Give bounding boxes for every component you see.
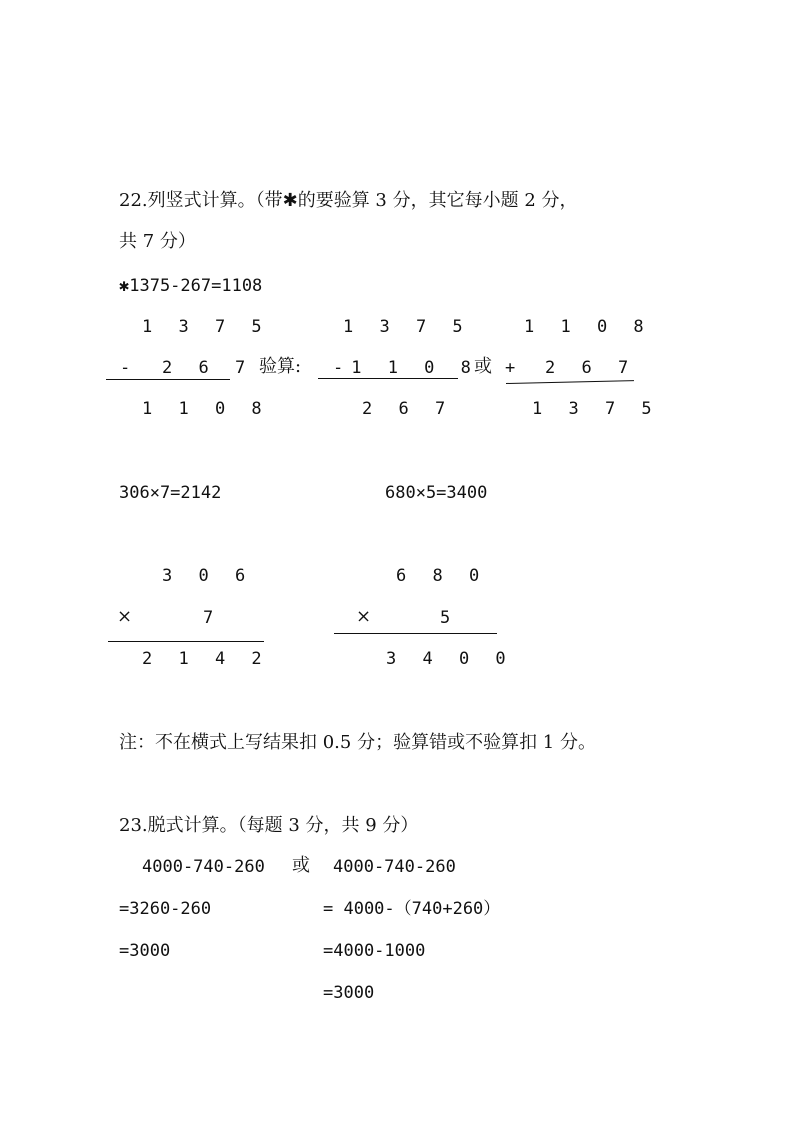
check1-top: 1 3 7 5 (343, 317, 471, 337)
mul2-operator: × (356, 606, 372, 627)
mul1-bottom: 7 (203, 608, 214, 628)
sub-operator: - (120, 358, 131, 378)
q23-left-line-2: =3260-260 (119, 899, 212, 919)
grading-note: 注：不在横式上写结果扣 0.5 分；验算错或不验算扣 1 分。 (119, 732, 596, 753)
q23-heading: 23.脱式计算。（每题 3 分，共 9 分） (119, 815, 419, 836)
mul-equation-2: 680×5=3400 (385, 483, 488, 503)
mul1-line (108, 641, 264, 642)
mul1-result: 2 1 4 2 (142, 649, 270, 669)
sub-result: 1 1 0 8 (142, 399, 270, 419)
mul2-bottom: 5 (440, 608, 451, 628)
check2-bottom: 2 6 7 (545, 358, 637, 378)
q23-right-line-3: =4000-1000 (323, 941, 426, 961)
q22-heading-cont: 共 7 分） (119, 231, 196, 252)
check2-top: 1 1 0 8 (524, 317, 652, 337)
q23-right-line-1: 4000-740-260 (333, 857, 456, 877)
q23-right-line-2: = 4000-（740+260） (323, 899, 501, 919)
q22-heading: 22.列竖式计算。（带✱的要验算 3 分，其它每小题 2 分， (119, 190, 578, 211)
q23-left-line-1: 4000-740-260 (142, 857, 265, 877)
mul2-line (334, 633, 497, 634)
check-label: 验算: (259, 356, 302, 377)
check2-result: 1 3 7 5 (532, 399, 660, 419)
check2-line (506, 380, 634, 384)
or-label: 或 (474, 356, 492, 377)
mul2-top: 6 8 0 (396, 566, 488, 586)
check1-bottom: -1 1 0 8 (333, 358, 479, 378)
mul-equation-1: 306×7=2142 (119, 483, 222, 503)
q23-left-line-3: =3000 (119, 941, 171, 961)
sub-top: 1 3 7 5 (142, 317, 270, 337)
sub-line (106, 379, 230, 380)
sub-bottom: 2 6 7 (162, 358, 254, 378)
star-equation: ✱1375-267=1108 (119, 276, 263, 296)
q23-right-line-4: =3000 (323, 983, 375, 1003)
check1-result: 2 6 7 (362, 399, 454, 419)
check1-line (318, 378, 458, 379)
mul1-top: 3 0 6 (162, 566, 254, 586)
mul1-operator: × (117, 606, 133, 627)
q23-or-label: 或 (292, 855, 310, 876)
mul2-result: 3 4 0 0 (386, 649, 514, 669)
check2-operator: + (505, 358, 516, 378)
